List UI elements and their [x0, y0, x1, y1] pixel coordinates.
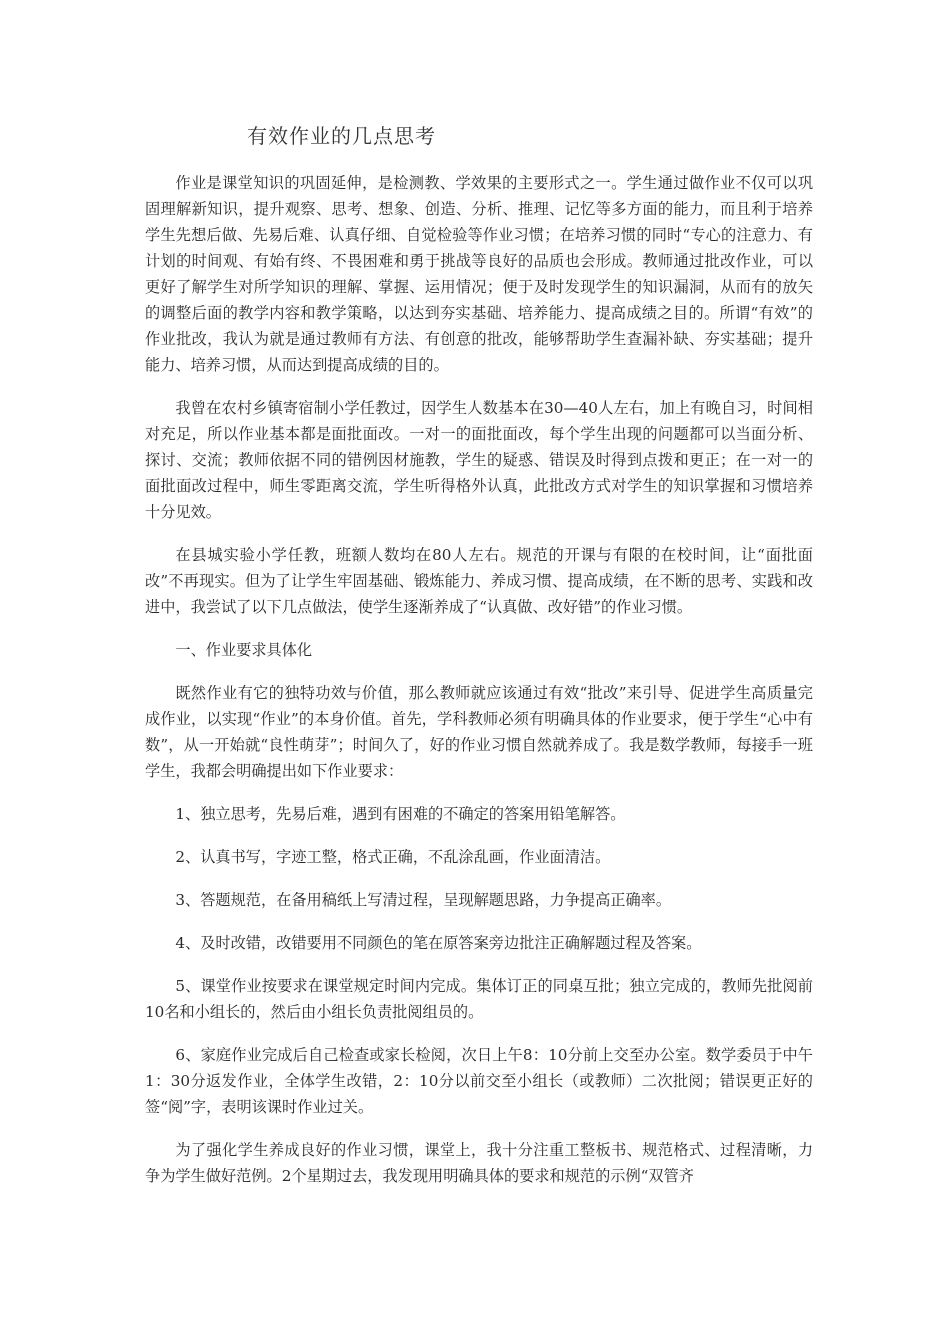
paragraph-conclusion: 为了强化学生养成良好的作业习惯，课堂上，我十分注重工整板书、规范格式、过程清晰，力争为学生做好范例。2个星期过去，我发现用明确具体的要求和规范的示例“双管齐 — [145, 1141, 813, 1185]
requirement-item-2: 2、认真书写，字迹工整，格式正确，不乱涂乱画，作业面清洁。 — [175, 848, 611, 866]
requirement-item-6: 6、家庭作业完成后自己检查或家长检阅，次日上午8：10分前上交至办公室。数学委员于中午1：30分返发作业，全体学生改错，2：10分以前交至小组长（或教师）二次批阅；错误更正好的签“阅”字，表明该课时作业过关。 — [145, 1046, 813, 1116]
document-page — [145, 118, 813, 1206]
paragraph-requirements-intro: 既然作业有它的独特功效与价值，那么教师就应该通过有效“批改”来引导、促进学生高质量完成作业，以实现“作业”的本身价值。首先，学科教师必须有明确具体的作业要求，便于学生“心中有数”，从一开始就“良性萌芽”；时间久了，好的作业习惯自然就养成了。我是数学教师，每接手一班学生，我都会明确提出如下作业要求： — [145, 684, 813, 780]
paragraph-rural-school: 我曾在农村乡镇寄宿制小学任教过，因学生人数基本在30—40人左右，加上有晚自习，时间相对充足，所以作业基本都是面批面改。一对一的面批面改，每个学生出现的问题都可以当面分析、探讨、交流；教师依据不同的错例因材施教，学生的疑惑、错误及时得到点拨和更正；在一对一的面批面改过程中，师生零距离交流，学生听得格外认真，此批改方式对学生的知识掌握和习惯培养十分见效。 — [145, 399, 813, 521]
requirement-item-3: 3、答题规范，在备用稿纸上写清过程，呈现解题思路，力争提高正确率。 — [175, 891, 672, 909]
requirement-item-4: 4、及时改错，改错要用不同颜色的笔在原答案旁边批注正确解题过程及答案。 — [175, 934, 702, 952]
requirement-item-1: 1、独立思考，先易后难，遇到有困难的不确定的答案用铅笔解答。 — [175, 805, 626, 823]
document-title: 有效作业的几点思考 — [247, 124, 436, 148]
paragraph-intro: 作业是课堂知识的巩固延伸，是检测教、学效果的主要形式之一。学生通过做作业不仅可以巩固理解新知识，提升观察、思考、想象、创造、分析、推理、记忆等多方面的能力，而且利于培养学生先想后做、先易后难、认真仔细、自觉检验等作业习惯；在培养习惯的同时“专心的注意力、有计划的时间观、有始有终、不畏困难和勇于挑战等良好的品质也会形成。教师通过批改作业，可以更好了解学生对所学知识的理解、掌握、运用情况；便于及时发现学生的知识漏洞，从而有的放矢的调整后面的教学内容和教学策略，以达到夯实基础、培养能力、提高成绩之目的。所谓“有效”的作业批改，我认为就是通过教师有方法、有创意的批改，能够帮助学生查漏补缺、夯实基础；提升能力、培养习惯，从而达到提高成绩的目的。 — [145, 174, 813, 374]
paragraph-county-school: 在县城实验小学任教，班额人数均在80人左右。规范的开课与有限的在校时间，让“面批面改”不再现实。但为了让学生牢固基础、锻炼能力、养成习惯、提高成绩，在不断的思考、实践和改进中，我尝试了以下几点做法，使学生逐渐养成了“认真做、改好错”的作业习惯。 — [145, 546, 813, 616]
section-heading-1: 一、作业要求具体化 — [175, 641, 313, 659]
requirement-item-5: 5、课堂作业按要求在课堂规定时间内完成。集体订正的同桌互批；独立完成的，教师先批阅前10名和小组长的，然后由小组长负责批阅组员的。 — [145, 977, 813, 1021]
